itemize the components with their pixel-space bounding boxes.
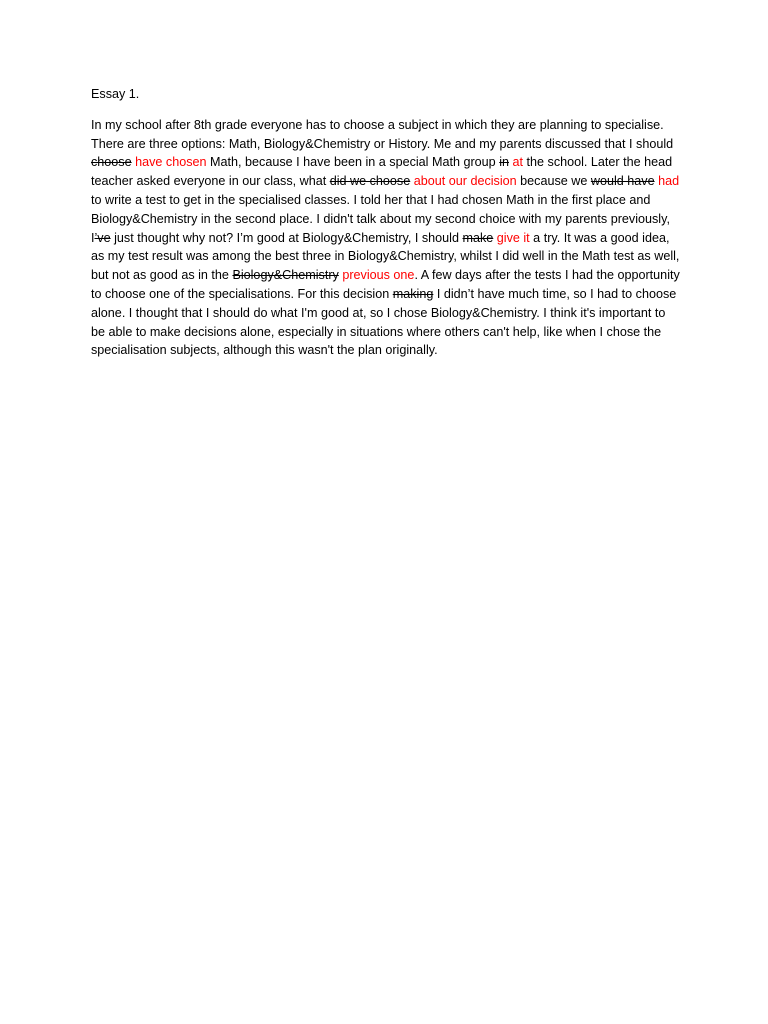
body-text: I didn’t have much time, so I had to choose alone. I thought that I should do what I'm good at, so I chose Biology&Chemistry. I think it's important to be able to make decisions alone, especially in situations where others can't help, like when I chose the specialisation subjects, although this wasn't the plan originally. — [91, 286, 677, 358]
body-text: just thought why not? I’m good at Biology&Chemistry, I should — [110, 230, 463, 245]
deleted-text: making — [392, 286, 434, 301]
inserted-text: give it — [496, 230, 530, 245]
deleted-text: ’ve — [94, 230, 111, 245]
inserted-text: had — [658, 174, 680, 189]
deleted-text: make — [462, 230, 494, 245]
inserted-text: previous one — [342, 268, 415, 283]
body-text: because we — [516, 174, 591, 189]
body-text: a try. It was a good idea, as my test result was among the best three in Biology&Chemistry, whilst I did well in the Math test as well, but not as good as in the — [91, 230, 680, 283]
body-text: the school. Later the head teacher asked everyone in our class, what — [91, 155, 673, 189]
inserted-text: about our decision — [413, 174, 517, 189]
deleted-text: Biology&Chemistry — [232, 268, 339, 283]
body-text: Math, because I have been in a special Math group — [206, 155, 500, 170]
body-text: to write a test to get in the specialised classes. I told her that I had chosen Math in the first place and Biology&Chemistry in the second place. I didn't talk about my second choice with my parents previously, I — [91, 192, 670, 245]
deleted-text: did we choose — [329, 174, 411, 189]
deleted-text: in — [499, 155, 509, 170]
deleted-text: choose — [91, 155, 132, 170]
inserted-text: at — [512, 155, 524, 170]
body-text: In my school after 8th grade everyone has to choose a subject in which they are planning to specialise. There are three options: Math, Biology&Chemistry or History. Me and my parents discussed that I should — [91, 117, 674, 151]
essay-body — [91, 116, 681, 360]
deleted-text: would have — [590, 174, 655, 189]
document-content — [91, 85, 681, 360]
inserted-text: have chosen — [135, 155, 207, 170]
body-text: . A few days after the tests I had the opportunity to choose one of the specialisations. For this decision — [91, 268, 680, 301]
essay-title: Essay 1. — [91, 87, 140, 101]
